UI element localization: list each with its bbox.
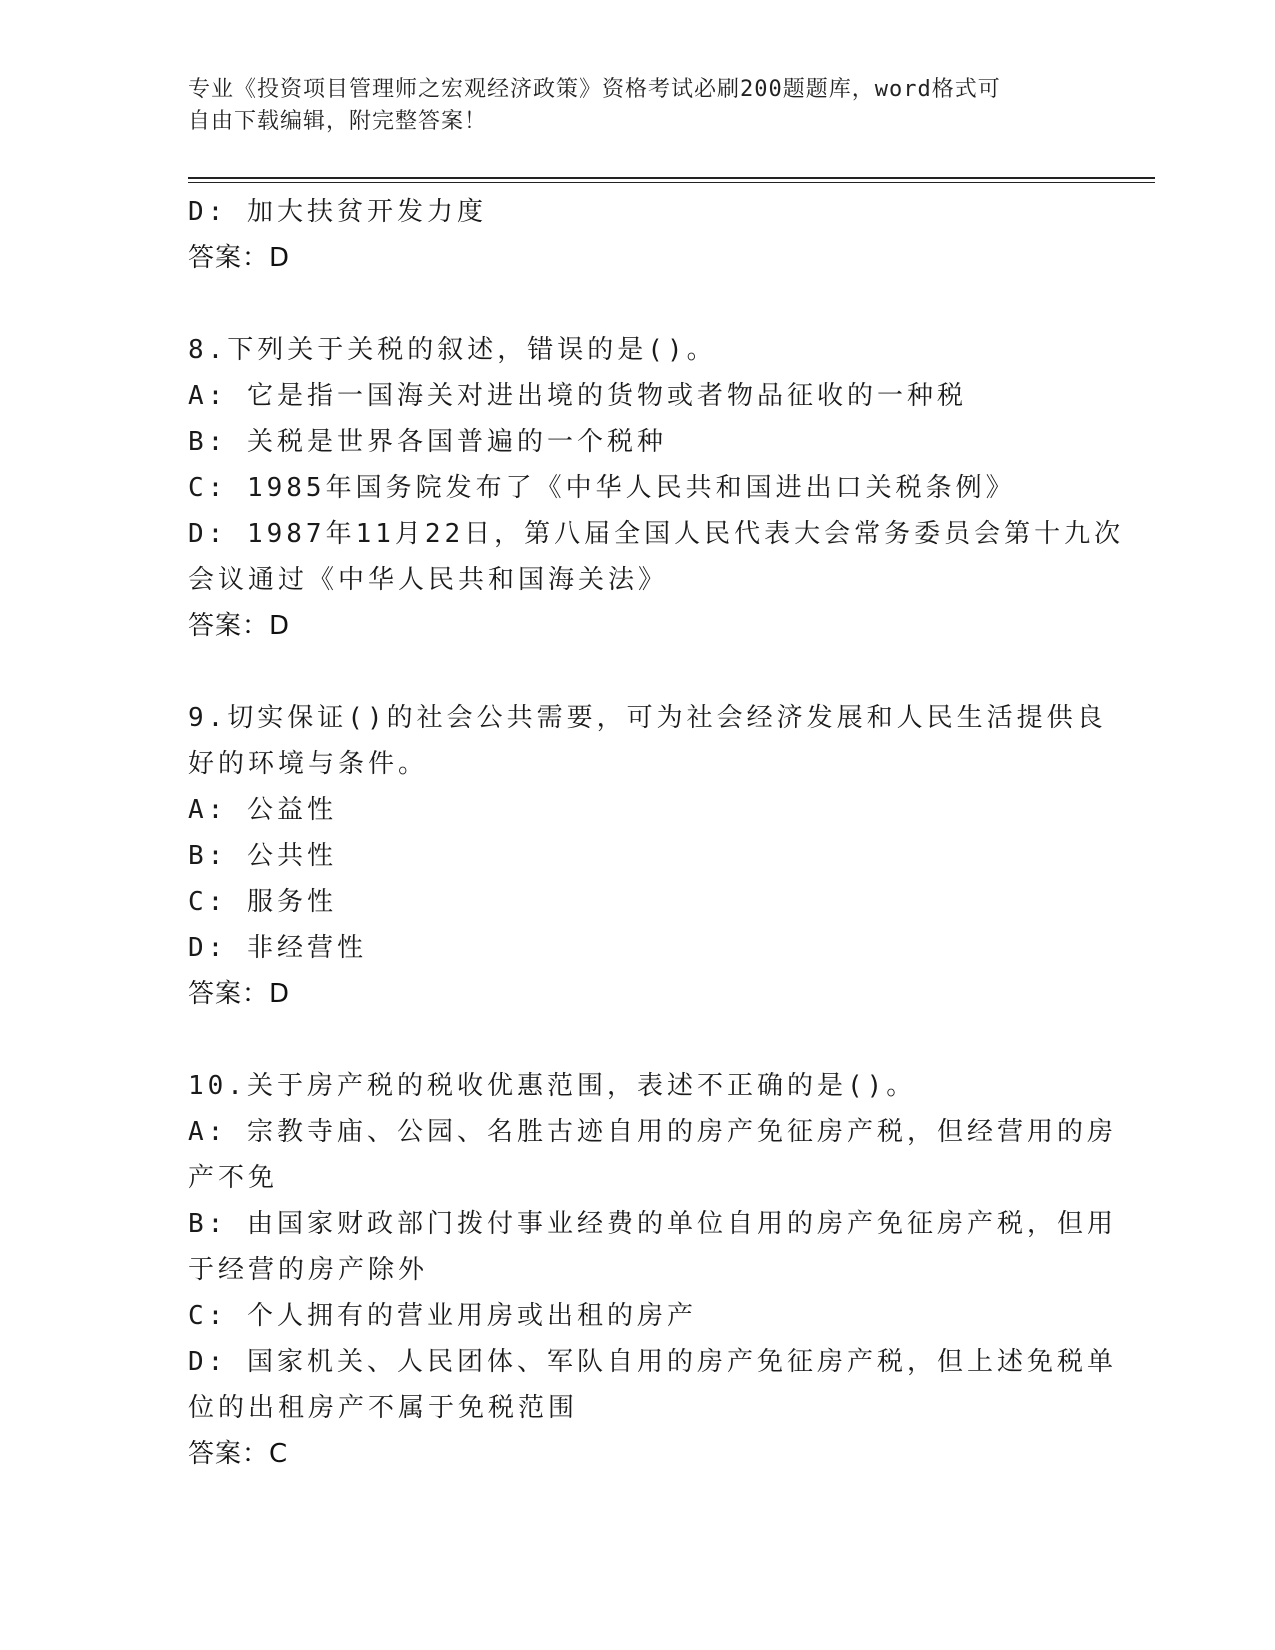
option-c: C: 个人拥有的营业用房或出租的房产 — [188, 1301, 697, 1331]
option-a-continued: 产不免 — [188, 1163, 279, 1193]
question-stem: 8.下列关于关税的叙述，错误的是()。 — [188, 335, 717, 365]
option-d-continued: 会议通过《中华人民共和国海关法》 — [188, 565, 669, 595]
spacer — [188, 1017, 1088, 1063]
option-c: C: 服务性 — [188, 887, 337, 917]
option-d: D: 国家机关、人民团体、军队自用的房产免征房产税，但上述免税单 — [188, 1347, 1117, 1377]
header-rule-thick — [188, 177, 1155, 179]
option-d: D: 非经营性 — [188, 933, 367, 963]
option-b: B: 由国家财政部门拨付事业经费的单位自用的房产免征房产税，但用 — [188, 1209, 1117, 1239]
question-stem: 9.切实保证()的社会公共需要，可为社会经济发展和人民生活提供良 — [188, 703, 1107, 733]
prev-question-tail — [188, 189, 1088, 281]
option-c: C: 1985年国务院发布了《中华人民共和国进出口关税条例》 — [188, 473, 1016, 503]
header-line-1: 专业《投资项目管理师之宏观经济政策》资格考试必刷200题题库，word格式可 — [188, 77, 1001, 102]
question-10 — [188, 1063, 1117, 1477]
answer-line: 答案：C — [188, 1439, 289, 1469]
page-header — [188, 74, 1068, 138]
spacer — [188, 281, 1088, 327]
option-b: B: 公共性 — [188, 841, 337, 871]
spacer — [188, 649, 1088, 695]
option-a: A: 宗教寺庙、公园、名胜古迹自用的房产免征房产税，但经营用的房 — [188, 1117, 1117, 1147]
question-stem: 10.关于房产税的税收优惠范围，表述不正确的是()。 — [188, 1071, 917, 1101]
option-d: D: 1987年11月22日，第八届全国人民代表大会常务委员会第十九次 — [188, 519, 1125, 549]
question-8 — [188, 327, 1125, 649]
answer-line: 答案：D — [188, 243, 291, 273]
question-content — [188, 189, 1125, 1477]
header-line-2: 自由下载编辑，附完整答案！ — [188, 109, 488, 134]
answer-line: 答案：D — [188, 979, 291, 1009]
option-a: A: 它是指一国海关对进出境的货物或者物品征收的一种税 — [188, 381, 967, 411]
option-b-continued: 于经营的房产除外 — [188, 1255, 429, 1285]
answer-line: 答案：D — [188, 611, 291, 641]
option-a: A: 公益性 — [188, 795, 337, 825]
option-d: D: 加大扶贫开发力度 — [188, 197, 487, 227]
question-9 — [188, 695, 1107, 1017]
question-stem-continued: 好的环境与条件。 — [188, 749, 429, 779]
header-rule-thin — [188, 182, 1155, 183]
option-d-continued: 位的出租房产不属于免税范围 — [188, 1393, 579, 1423]
option-b: B: 关税是世界各国普遍的一个税种 — [188, 427, 667, 457]
